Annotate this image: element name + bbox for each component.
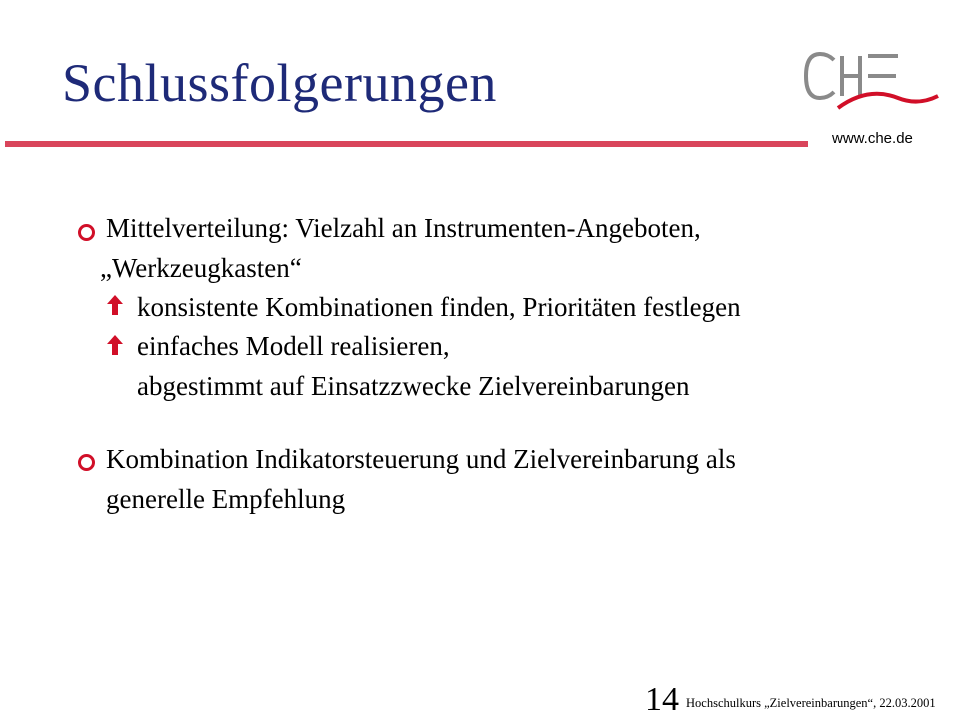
footer-text: Hochschulkurs „Zielvereinbarungen“, 22.03.2001 <box>686 696 936 710</box>
bullet2-line2: generelle Empfehlung <box>106 484 346 514</box>
website-url: www.che.de <box>832 130 913 147</box>
ring-bullet-icon <box>78 224 95 241</box>
sub-item-2-continuation: abgestimmt auf Einsatzzwecke Zielvereinbarungen <box>137 371 690 401</box>
sub-item-1: konsistente Kombinationen finden, Prioritäten festlegen <box>137 292 741 322</box>
up-arrow-icon <box>106 294 124 316</box>
page-number: 14 <box>645 681 679 718</box>
up-arrow-icon <box>106 334 124 356</box>
sub-item-2: einfaches Modell realisieren, <box>137 331 450 361</box>
bullet1-line1: Mittelverteilung: Vielzahl an Instrumenten-Angeboten, <box>106 213 701 243</box>
bullet1-line2: „Werkzeugkasten“ <box>100 253 302 283</box>
ring-bullet-icon <box>78 454 95 471</box>
slide-title: Schlussfolgerungen <box>62 53 497 113</box>
bullet2-line1: Kombination Indikatorsteuerung und Zielvereinbarung als <box>106 444 736 474</box>
